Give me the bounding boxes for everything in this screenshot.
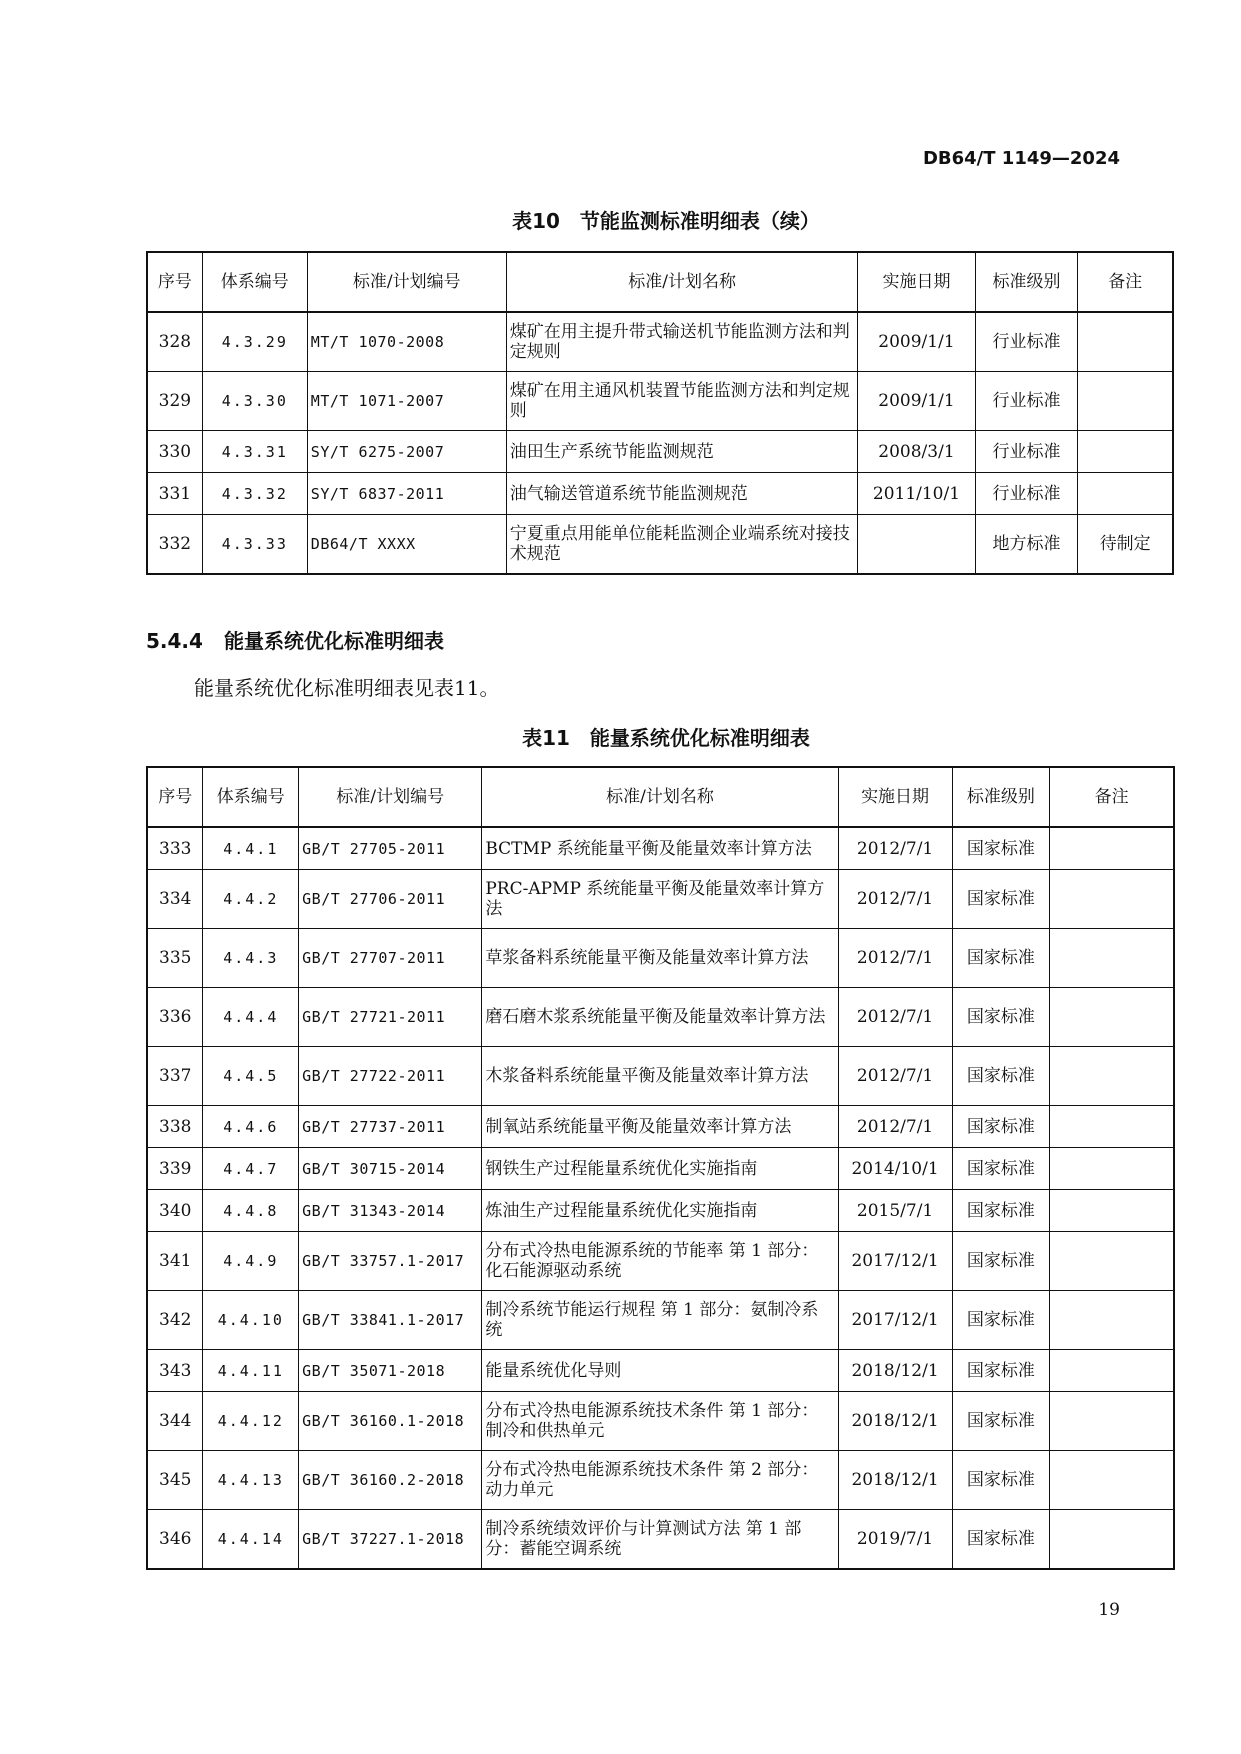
standard-code-cell: GB/T 31343-2014 (299, 1190, 482, 1232)
system-code-cell: 4.3.29 (202, 312, 307, 372)
table-row (147, 1106, 1174, 1148)
column-header: 实施日期 (858, 252, 975, 312)
level-cell: 国家标准 (952, 1350, 1050, 1392)
level-cell: 国家标准 (952, 1232, 1050, 1291)
level-cell: 国家标准 (952, 870, 1050, 929)
section-number: 5.4.4 (146, 629, 203, 653)
date-cell: 2017/12/1 (838, 1232, 952, 1291)
level-cell: 行业标准 (975, 431, 1078, 473)
remark-cell (1050, 1148, 1174, 1190)
standard-code-cell: GB/T 27722-2011 (299, 1047, 482, 1106)
remark-cell (1050, 1047, 1174, 1106)
level-cell: 地方标准 (975, 515, 1078, 575)
seq-cell: 329 (147, 372, 202, 431)
table11-title: 表11 能量系统优化标准明细表 (522, 726, 810, 750)
seq-cell: 330 (147, 431, 202, 473)
level-cell: 国家标准 (952, 827, 1050, 870)
column-header: 标准/计划编号 (307, 252, 506, 312)
remark-cell (1050, 1350, 1174, 1392)
system-code-cell: 4.4.10 (203, 1291, 299, 1350)
level-cell: 国家标准 (952, 1190, 1050, 1232)
standard-code-cell: GB/T 27705-2011 (299, 827, 482, 870)
seq-cell: 341 (147, 1232, 203, 1291)
seq-cell: 337 (147, 1047, 203, 1106)
level-cell: 行业标准 (975, 473, 1078, 515)
table-row (147, 1047, 1174, 1106)
remark-cell (1050, 870, 1174, 929)
level-cell: 国家标准 (952, 1148, 1050, 1190)
standard-name-cell: BCTMP 系统能量平衡及能量效率计算方法 (482, 827, 838, 870)
system-code-cell: 4.4.12 (203, 1392, 299, 1451)
seq-cell: 339 (147, 1148, 203, 1190)
standard-code-cell: SY/T 6275-2007 (307, 431, 506, 473)
column-header: 体系编号 (202, 252, 307, 312)
system-code-cell: 4.4.1 (203, 827, 299, 870)
section-heading (146, 625, 444, 654)
table-row (147, 372, 1173, 431)
standard-name-cell: 木浆备料系统能量平衡及能量效率计算方法 (482, 1047, 838, 1106)
seq-cell: 345 (147, 1451, 203, 1510)
date-cell: 2009/1/1 (858, 312, 975, 372)
remark-cell (1078, 431, 1173, 473)
column-header: 体系编号 (203, 767, 299, 827)
standard-name-cell: 能量系统优化导则 (482, 1350, 838, 1392)
standard-name-cell: 草浆备料系统能量平衡及能量效率计算方法 (482, 929, 838, 988)
table-header-row (147, 767, 1174, 827)
standard-code-cell: MT/T 1070-2008 (307, 312, 506, 372)
standard-name-cell: 制冷系统节能运行规程 第 1 部分：氨制冷系统 (482, 1291, 838, 1350)
table-row (147, 1190, 1174, 1232)
remark-cell (1050, 1232, 1174, 1291)
column-header: 标准/计划编号 (299, 767, 482, 827)
table-row (147, 1291, 1174, 1350)
seq-cell: 335 (147, 929, 203, 988)
standard-name-cell: 煤矿在用主通风机装置节能监测方法和判定规则 (506, 372, 858, 431)
table-header-row (147, 252, 1173, 312)
standard-code-cell: GB/T 33841.1-2017 (299, 1291, 482, 1350)
standard-code-cell: GB/T 33757.1-2017 (299, 1232, 482, 1291)
seq-cell: 336 (147, 988, 203, 1047)
seq-cell: 332 (147, 515, 202, 575)
system-code-cell: 4.4.11 (203, 1350, 299, 1392)
system-code-cell: 4.4.6 (203, 1106, 299, 1148)
level-cell: 国家标准 (952, 1392, 1050, 1451)
standard-name-cell: 分布式冷热电能源系统技术条件 第 1 部分：制冷和供热单元 (482, 1392, 838, 1451)
date-cell: 2008/3/1 (858, 431, 975, 473)
standard-name-cell: 磨石磨木浆系统能量平衡及能量效率计算方法 (482, 988, 838, 1047)
seq-cell: 343 (147, 1350, 203, 1392)
column-header: 标准/计划名称 (506, 252, 858, 312)
seq-cell: 344 (147, 1392, 203, 1451)
table-row (147, 1232, 1174, 1291)
table-row (147, 870, 1174, 929)
level-cell: 行业标准 (975, 372, 1078, 431)
date-cell: 2015/7/1 (838, 1190, 952, 1232)
system-code-cell: 4.4.4 (203, 988, 299, 1047)
system-code-cell: 4.4.13 (203, 1451, 299, 1510)
system-code-cell: 4.3.31 (202, 431, 307, 473)
date-cell: 2012/7/1 (838, 1106, 952, 1148)
table-row (147, 1392, 1174, 1451)
table-row (147, 1148, 1174, 1190)
standard-name-cell: 油田生产系统节能监测规范 (506, 431, 858, 473)
table-row (147, 312, 1173, 372)
remark-cell (1050, 929, 1174, 988)
remark-cell (1050, 827, 1174, 870)
column-header: 序号 (147, 767, 203, 827)
column-header: 标准级别 (975, 252, 1078, 312)
standard-name-cell: 宁夏重点用能单位能耗监测企业端系统对接技术规范 (506, 515, 858, 575)
date-cell: 2012/7/1 (838, 988, 952, 1047)
date-cell: 2019/7/1 (838, 1510, 952, 1570)
column-header: 序号 (147, 252, 202, 312)
standard-code-cell: GB/T 27737-2011 (299, 1106, 482, 1148)
date-cell: 2018/12/1 (838, 1451, 952, 1510)
system-code-cell: 4.4.8 (203, 1190, 299, 1232)
remark-cell: 待制定 (1078, 515, 1173, 575)
level-cell: 国家标准 (952, 1047, 1050, 1106)
date-cell: 2012/7/1 (838, 929, 952, 988)
system-code-cell: 4.4.3 (203, 929, 299, 988)
standard-name-cell: 煤矿在用主提升带式输送机节能监测方法和判定规则 (506, 312, 858, 372)
table-row (147, 515, 1173, 575)
standard-name-cell: 钢铁生产过程能量系统优化实施指南 (482, 1148, 838, 1190)
section-heading-text: 能量系统优化标准明细表 (224, 629, 444, 653)
table-row (147, 1350, 1174, 1392)
table-row (147, 988, 1174, 1047)
date-cell: 2018/12/1 (838, 1350, 952, 1392)
table-row (147, 1451, 1174, 1510)
remark-cell (1050, 988, 1174, 1047)
standard-code-cell: GB/T 35071-2018 (299, 1350, 482, 1392)
standard-name-cell: 分布式冷热电能源系统的节能率 第 1 部分：化石能源驱动系统 (482, 1232, 838, 1291)
seq-cell: 328 (147, 312, 202, 372)
table11 (146, 766, 1175, 1570)
system-code-cell: 4.4.2 (203, 870, 299, 929)
system-code-cell: 4.4.5 (203, 1047, 299, 1106)
date-cell: 2009/1/1 (858, 372, 975, 431)
remark-cell (1050, 1392, 1174, 1451)
standard-code-cell: GB/T 27721-2011 (299, 988, 482, 1047)
table10-title: 表10 节能监测标准明细表（续） (512, 209, 820, 233)
seq-cell: 338 (147, 1106, 203, 1148)
table-row (147, 473, 1173, 515)
date-cell: 2011/10/1 (858, 473, 975, 515)
column-header: 备注 (1050, 767, 1174, 827)
table-row (147, 929, 1174, 988)
standard-code-cell: GB/T 37227.1-2018 (299, 1510, 482, 1570)
table-row (147, 431, 1173, 473)
table-row (147, 1510, 1174, 1570)
date-cell: 2012/7/1 (838, 870, 952, 929)
standard-code-cell: GB/T 27707-2011 (299, 929, 482, 988)
seq-cell: 334 (147, 870, 203, 929)
date-cell: 2018/12/1 (838, 1392, 952, 1451)
standard-code-cell: GB/T 30715-2014 (299, 1148, 482, 1190)
remark-cell (1078, 372, 1173, 431)
level-cell: 国家标准 (952, 1451, 1050, 1510)
table10 (146, 251, 1174, 575)
standard-name-cell: 油气输送管道系统节能监测规范 (506, 473, 858, 515)
standard-code-cell: GB/T 36160.1-2018 (299, 1392, 482, 1451)
system-code-cell: 4.3.32 (202, 473, 307, 515)
standard-name-cell: 分布式冷热电能源系统技术条件 第 2 部分：动力单元 (482, 1451, 838, 1510)
remark-cell (1050, 1291, 1174, 1350)
system-code-cell: 4.3.33 (202, 515, 307, 575)
table-row (147, 827, 1174, 870)
date-cell (858, 515, 975, 575)
standard-code-cell: DB64/T XXXX (307, 515, 506, 575)
system-code-cell: 4.4.14 (203, 1510, 299, 1570)
standard-code-cell: SY/T 6837-2011 (307, 473, 506, 515)
remark-cell (1050, 1510, 1174, 1570)
body-paragraph: 能量系统优化标准明细表见表11。 (194, 676, 500, 700)
column-header: 备注 (1078, 252, 1173, 312)
standard-name-cell: 制氧站系统能量平衡及能量效率计算方法 (482, 1106, 838, 1148)
date-cell: 2012/7/1 (838, 827, 952, 870)
column-header: 标准级别 (952, 767, 1050, 827)
system-code-cell: 4.3.30 (202, 372, 307, 431)
standard-name-cell: 炼油生产过程能量系统优化实施指南 (482, 1190, 838, 1232)
document-code: DB64/T 1149—2024 (922, 148, 1120, 169)
remark-cell (1050, 1106, 1174, 1148)
system-code-cell: 4.4.9 (203, 1232, 299, 1291)
level-cell: 国家标准 (952, 1510, 1050, 1570)
remark-cell (1078, 473, 1173, 515)
date-cell: 2012/7/1 (838, 1047, 952, 1106)
standard-name-cell: 制冷系统绩效评价与计算测试方法 第 1 部分：蓄能空调系统 (482, 1510, 838, 1570)
standard-code-cell: GB/T 27706-2011 (299, 870, 482, 929)
level-cell: 国家标准 (952, 1106, 1050, 1148)
level-cell: 行业标准 (975, 312, 1078, 372)
standard-code-cell: MT/T 1071-2007 (307, 372, 506, 431)
page-number: 19 (1098, 1600, 1120, 1620)
seq-cell: 331 (147, 473, 202, 515)
column-header: 实施日期 (838, 767, 952, 827)
standard-code-cell: GB/T 36160.2-2018 (299, 1451, 482, 1510)
seq-cell: 340 (147, 1190, 203, 1232)
seq-cell: 342 (147, 1291, 203, 1350)
seq-cell: 333 (147, 827, 203, 870)
level-cell: 国家标准 (952, 929, 1050, 988)
level-cell: 国家标准 (952, 988, 1050, 1047)
column-header: 标准/计划名称 (482, 767, 838, 827)
remark-cell (1050, 1190, 1174, 1232)
seq-cell: 346 (147, 1510, 203, 1570)
level-cell: 国家标准 (952, 1291, 1050, 1350)
date-cell: 2017/12/1 (838, 1291, 952, 1350)
date-cell: 2014/10/1 (838, 1148, 952, 1190)
system-code-cell: 4.4.7 (203, 1148, 299, 1190)
remark-cell (1050, 1451, 1174, 1510)
remark-cell (1078, 312, 1173, 372)
standard-name-cell: PRC-APMP 系统能量平衡及能量效率计算方法 (482, 870, 838, 929)
